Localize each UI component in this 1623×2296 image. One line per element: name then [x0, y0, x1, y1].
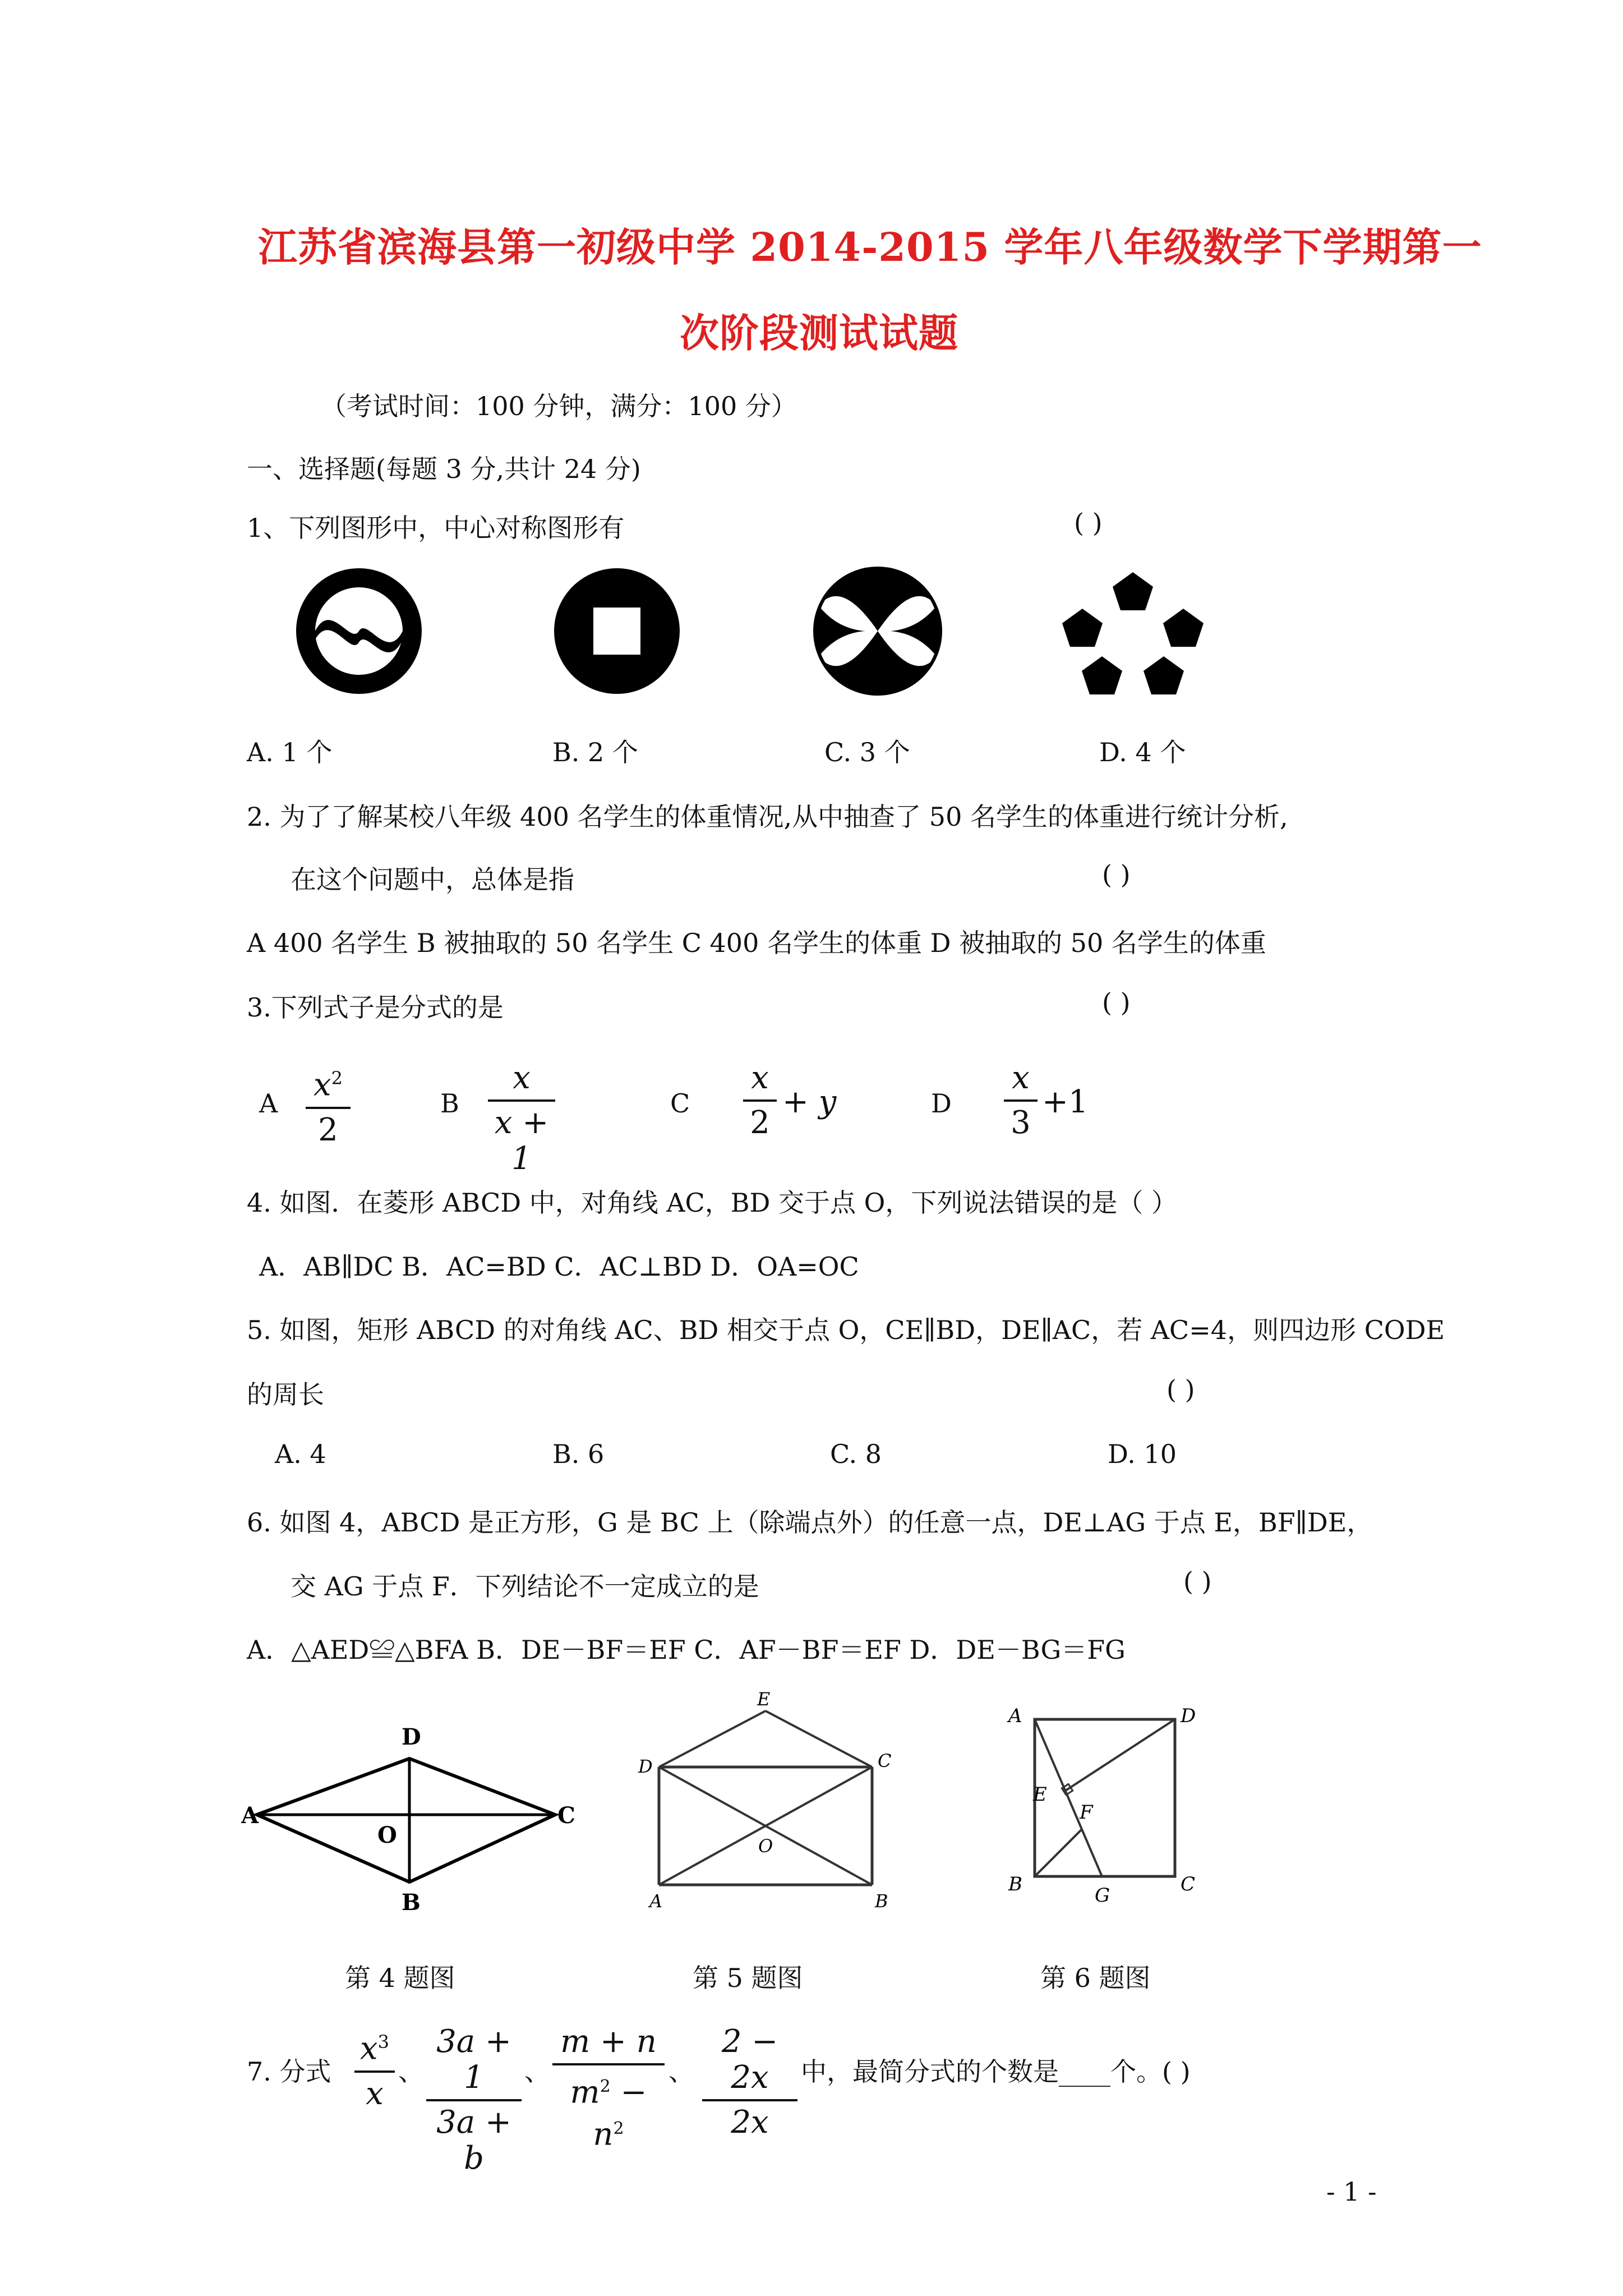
fig4-label-o: O — [377, 1822, 397, 1848]
fig5-label-d: D — [638, 1756, 653, 1777]
q1-figure-2 — [554, 568, 680, 694]
q2-bracket: ( ) — [1102, 859, 1131, 890]
q7-fraction-3: m + n $m^2 - n^2$ — [552, 2024, 665, 2152]
fig4-label-d: D — [402, 1724, 421, 1750]
q5-stem-1: 5. 如图，矩形 ABCD 的对角线 AC、BD 相交于点 O，CE∥BD，DE∥AC，若 AC=4，则四边形 CODE — [247, 1315, 1445, 1345]
fig5-label-o: O — [758, 1835, 773, 1857]
q1-option-a: A. 1 个 — [247, 737, 333, 767]
q2-stem-2: 在这个问题中，总体是指 — [291, 864, 574, 895]
q5-stem-2: 的周长 — [247, 1379, 324, 1410]
figure-q4-rhombus — [241, 1711, 578, 1924]
fig6-label-b: B — [1008, 1873, 1022, 1895]
fig5-label-e: E — [757, 1688, 771, 1710]
q3-label-a: A — [259, 1088, 278, 1119]
q3-label-d: D — [931, 1088, 952, 1119]
q1-option-d: D. 4 个 — [1099, 737, 1186, 767]
q1-option-b: B. 2 个 — [552, 737, 638, 767]
q7-separator-1: 、 — [398, 2056, 424, 2087]
figure-q6-square — [998, 1694, 1223, 1907]
fig6-label-e: E — [1033, 1783, 1047, 1806]
q1-stem: 1、下列图形中，中心对称图形有 — [247, 513, 625, 543]
q1-figure-1 — [296, 568, 422, 694]
fig6-label-a: A — [1008, 1705, 1022, 1727]
fig4-label-a: A — [241, 1802, 259, 1829]
q7-separator-2: 、 — [524, 2056, 550, 2087]
exam-info: （考试时间：100 分钟，满分：100 分） — [321, 391, 797, 421]
fig6-label-c: C — [1181, 1873, 1196, 1895]
q5-option-a: A. 4 — [275, 1439, 326, 1469]
q7-separator-3: 、 — [668, 2056, 694, 2087]
q3-option-a: $x^2$ 2 — [306, 1060, 351, 1148]
q5-option-c: C. 8 — [830, 1439, 882, 1469]
title-line-1: 江苏省滨海县第一初级中学 2014-2015 学年八年级数学下学期第一 — [258, 224, 1482, 270]
fig6-label-g: G — [1095, 1884, 1110, 1907]
q1-bracket: ( ) — [1074, 508, 1103, 538]
q1-option-c: C. 3 个 — [824, 737, 910, 767]
q3-label-c: C — [670, 1088, 690, 1119]
q7-fraction-2: 3a + 1 3a + b — [426, 2024, 522, 2177]
figure-q5-caption: 第 5 题图 — [693, 1963, 803, 1993]
q5-option-b: B. 6 — [552, 1439, 605, 1469]
q3-label-b: B — [440, 1088, 459, 1119]
q3-stem: 3.下列式子是分式的是 — [247, 992, 504, 1023]
fig5-label-a: A — [649, 1890, 663, 1912]
q3-bracket: ( ) — [1102, 987, 1131, 1018]
q3-option-d-fraction: x 3 — [1004, 1060, 1038, 1141]
fig5-label-c: C — [878, 1750, 892, 1772]
fig5-label-b: B — [875, 1890, 888, 1912]
q3-option-c-rest: + y — [782, 1084, 837, 1120]
figure-q5-rectangle — [628, 1688, 920, 1918]
figure-q4-caption: 第 4 题图 — [345, 1963, 455, 1993]
q6-stem-1: 6. 如图 4，ABCD 是正方形，G 是 BC 上（除端点外）的任意一点，DE⊥AG 于点 E，BF∥DE， — [247, 1507, 1373, 1538]
section-heading: 一、选择题(每题 3 分,共计 24 分) — [247, 454, 641, 484]
q3-option-c-fraction: x 2 — [743, 1060, 777, 1141]
q6-options: A．△AED≌△BFA B．DE－BF＝EF C．AF－BF＝EF D．DE－BG＝FG — [247, 1635, 1126, 1665]
figure-q6-caption: 第 6 题图 — [1040, 1963, 1151, 1993]
q5-bracket: ( ) — [1166, 1374, 1195, 1405]
q3-option-d-rest: +1 — [1042, 1084, 1089, 1120]
fig6-label-f: F — [1080, 1801, 1093, 1824]
q6-bracket: ( ) — [1183, 1566, 1212, 1596]
fig4-label-b: B — [402, 1889, 421, 1916]
q7-fraction-1: $x^3$ x — [354, 2024, 395, 2112]
q6-stem-2: 交 AG 于点 F．下列结论不一定成立的是 — [291, 1571, 759, 1602]
q3-option-b: x x + 1 — [488, 1060, 555, 1177]
fig4-label-c: C — [557, 1802, 575, 1829]
q2-stem-1: 2. 为了了解某校八年级 400 名学生的体重情况,从中抽查了 50 名学生的体重进行统计分析, — [247, 802, 1288, 832]
q7-fraction-4: 2 − 2x 2x — [702, 2024, 797, 2141]
q4-options: A．AB∥DC B．AC=BD C．AC⊥BD D．OA=OC — [259, 1251, 859, 1282]
q7-prefix: 7. 分式 — [247, 2056, 331, 2087]
q4-stem: 4. 如图．在菱形 ABCD 中，对角线 AC，BD 交于点 O，下列说法错误的是（ ） — [247, 1188, 1178, 1218]
q7-suffix: 中，最简分式的个数是____个。( ) — [801, 2056, 1191, 2087]
fig6-label-d: D — [1181, 1705, 1196, 1727]
q5-option-d: D. 10 — [1108, 1439, 1177, 1469]
q1-figures — [280, 561, 1234, 707]
q1-figure-3 — [815, 568, 940, 694]
q2-options: A 400 名学生 B 被抽取的 50 名学生 C 400 名学生的体重 D 被抽取的 50 名学生的体重 — [247, 928, 1266, 958]
title-line-2: 次阶段测试试题 — [680, 310, 958, 356]
q1-figure-4 — [1062, 572, 1204, 694]
page-number: - 1 - — [1326, 2177, 1377, 2207]
